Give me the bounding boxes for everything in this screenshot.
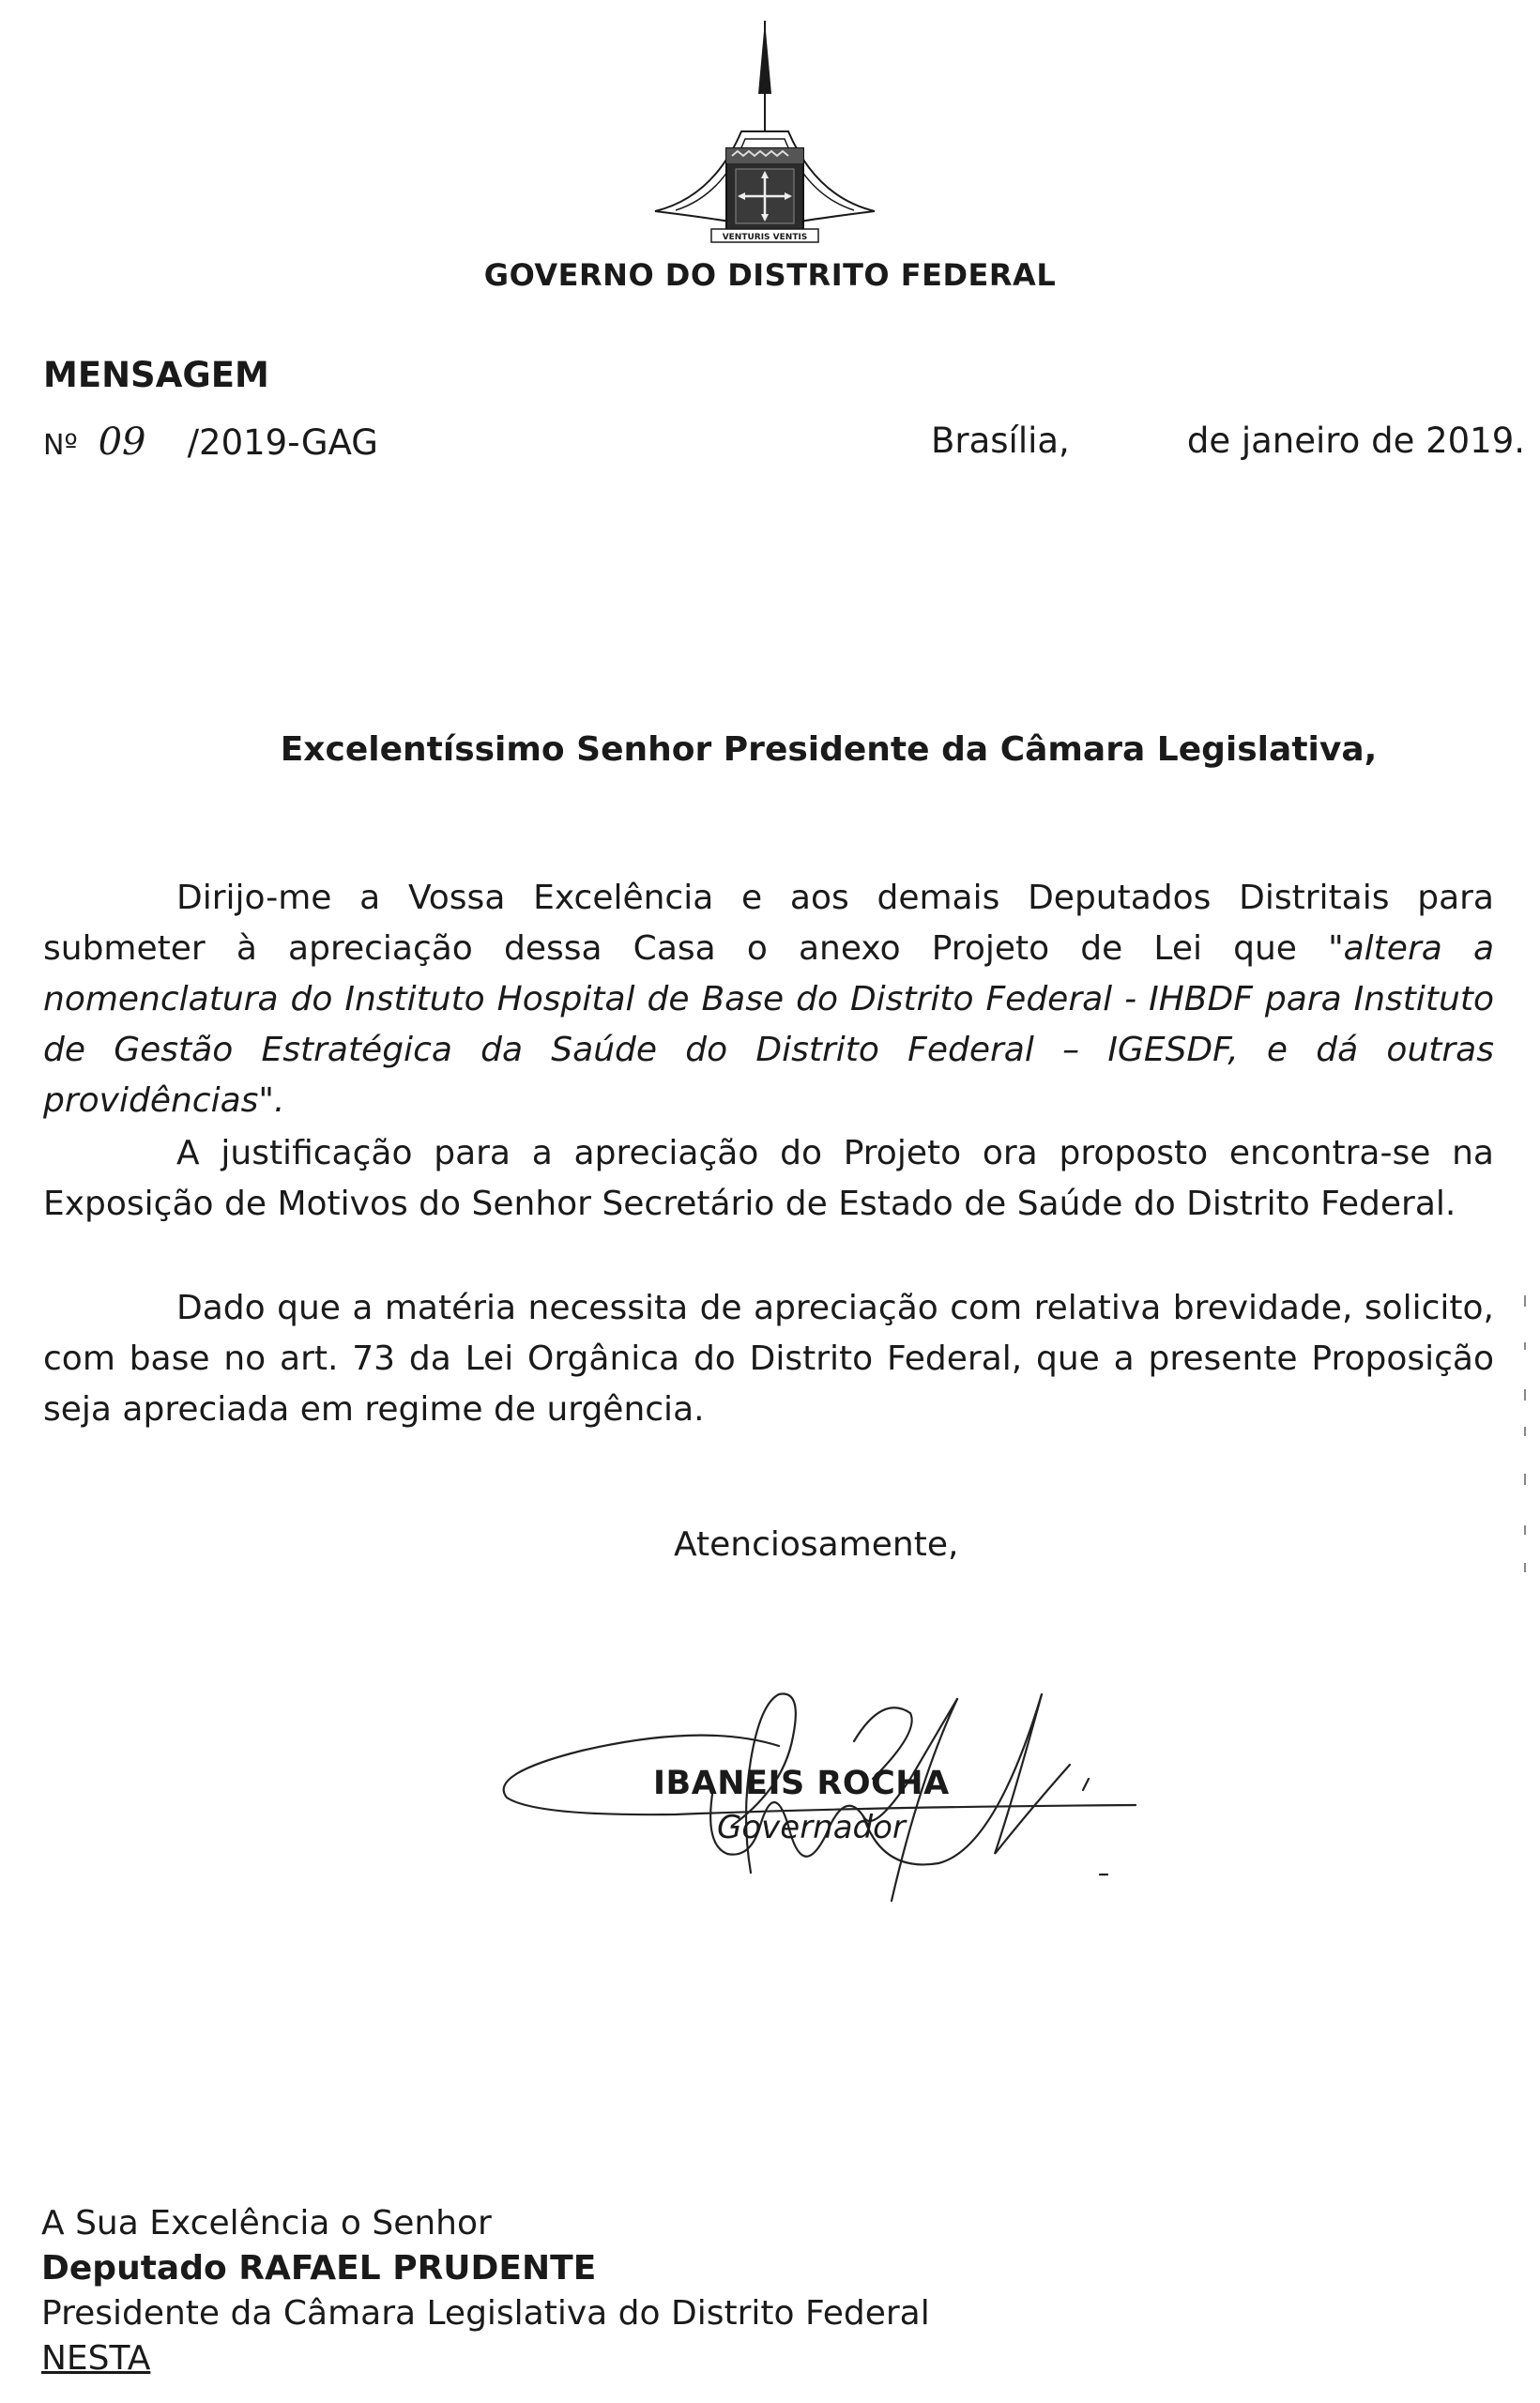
addressee-name: Deputado RAFAEL PRUDENTE — [41, 2249, 597, 2288]
handwritten-signature-icon — [469, 1666, 1145, 1948]
emblem-motto: VENTURIS VENTIS — [722, 233, 808, 242]
message-number-line — [43, 421, 378, 464]
addressee-location: NESTA — [41, 2339, 151, 2378]
body-paragraph-3: Dado que a matéria necessita de apreciação com relativa brevidade, solicito, com base no art. 73 da Lei Orgânica do Distrito Federal, que a presente Proposição seja apreciada em regime de urgência. — [43, 1289, 1494, 1429]
message-number: 09 — [98, 421, 146, 464]
number-prefix: Nº — [43, 429, 78, 462]
body-paragraph-1 — [43, 873, 1494, 1126]
paragraph-1-text: Dirijo-me a Vossa Excelência e aos demais Deputados Distritais para submeter à apreciação dessa Casa o anexo Projeto de Lei que — [43, 879, 1494, 968]
addressee-position: Presidente da Câmara Legislativa do Distrito Federal — [41, 2294, 930, 2333]
message-label: MENSAGEM — [43, 355, 269, 395]
addressee-line-1: A Sua Excelência o Senhor — [41, 2204, 492, 2242]
closing: Atenciosamente, — [674, 1525, 959, 1564]
signer-name: IBANEIS ROCHA — [653, 1765, 950, 1802]
government-title: GOVERNO DO DISTRITO FEDERAL — [483, 257, 1057, 293]
city: Brasília, — [931, 421, 1070, 461]
body-paragraph-2: A justificação para a apreciação do Projeto ora proposto encontra-se na Exposição de Motivos do Senhor Secretário de Estado de Saúde do Distrito Federal. — [43, 1134, 1494, 1223]
date-line — [931, 421, 1525, 461]
bill-title-quote: "altera a nomenclatura do Instituto Hospital de Base do Distrito Federal - IHBDF para Instituto de Gestão Estratégica da Saúde do Distrito Federal – IGESDF, e dá outras providências". — [43, 929, 1495, 1120]
scan-edge-marks — [1516, 1286, 1534, 1586]
message-code: /2019-GAG — [187, 422, 378, 463]
salutation: Excelentíssimo Senhor Presidente da Câmara Legislativa, — [280, 730, 1378, 769]
date-text: de janeiro de 2019. — [1186, 421, 1526, 461]
signer-title: Governador — [717, 1809, 906, 1846]
brasilia-emblem-icon — [648, 19, 882, 244]
